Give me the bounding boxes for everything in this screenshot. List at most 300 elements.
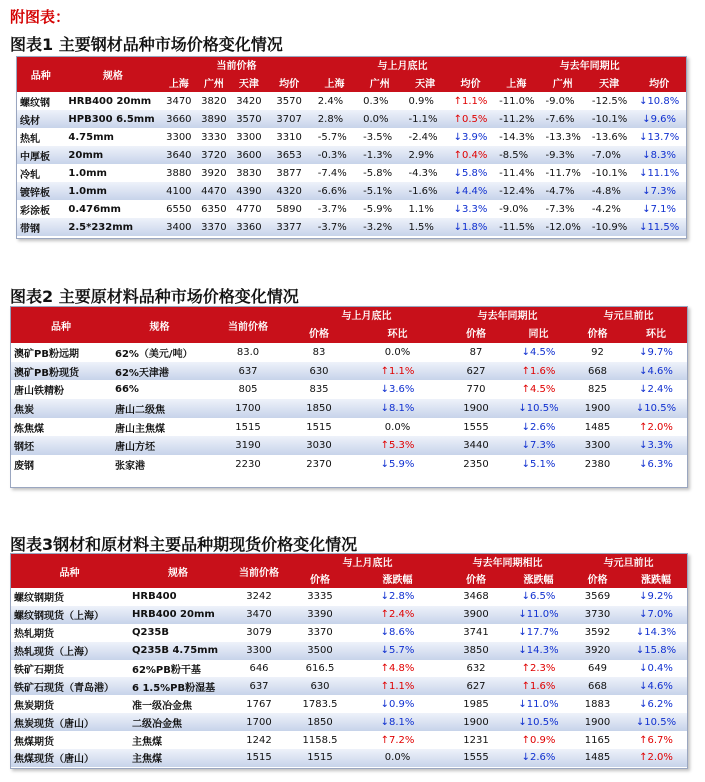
table2-value-cell: 1850 [288,399,350,418]
table1-variety-cell: 螺纹钢 [17,92,64,110]
table2-value-cell: 2370 [288,455,350,474]
table3-value-cell: 1231 [445,731,507,749]
table2-subheader: 价格 [570,322,625,343]
table2-value-cell: 92 [570,343,625,362]
table1-value-cell: -7.3% [540,200,586,218]
table3-value-cell: 1900 [570,713,625,731]
table2-variety-cell: 废钢 [11,455,111,474]
table3-spec-cell: HRB400 [128,588,228,606]
table1-subheader: 均价 [448,72,493,92]
table3-value-cell: 1515 [290,749,350,767]
table3-header-newyear: 与元旦前比 [570,554,687,569]
table1-value-cell: 3570 [266,92,311,110]
table1-spec-cell: 0.476mm [64,200,161,218]
table3-spec-cell: 主焦煤 [128,749,228,767]
table3-subheader: 价格 [445,569,507,588]
table3-header-yoy: 与去年同期相比 [445,554,570,569]
table1-value-cell: ↓11.1% [632,164,686,182]
table2-value-cell: 83.0 [208,343,288,362]
table1-value-cell: -9.0% [493,200,539,218]
table2-header-mom: 与上月底比 [288,307,445,322]
table3-value-cell: 3079 [228,624,290,642]
table3-subheader: 价格 [570,569,625,588]
table2-spec-cell: 张家港 [111,455,208,474]
table2 [11,307,687,474]
table1-value-cell: -12.0% [540,218,586,236]
table1-value-cell: 1.1% [402,200,447,218]
table2-value-cell: 3030 [288,436,350,455]
table1-value-cell: 3310 [266,128,311,146]
table1-value-cell: 2.9% [402,146,447,164]
table1-value-cell: -4.7% [540,182,586,200]
table3-value-cell: ↓4.6% [625,677,687,695]
table3-value-cell: 3300 [228,642,290,660]
table3-spec-cell: 6 1.5%PB粉湿基 [128,677,228,695]
table1-value-cell: 3720 [196,146,231,164]
table2-value-cell: ↓4.5% [507,343,570,362]
table1-value-cell: ↓13.7% [632,128,686,146]
table1-value-cell: 0.0% [357,110,402,128]
table3-row [11,731,687,749]
table1-value-cell: ↓3.3% [448,200,493,218]
table2-value-cell: ↓4.6% [625,362,687,381]
table1-value-cell: -9.3% [540,146,586,164]
table1-row [17,146,686,164]
table3-row [11,749,687,767]
table2-value-cell: 630 [288,362,350,381]
table1-value-cell: -0.3% [312,146,357,164]
table1-variety-cell: 彩涂板 [17,200,64,218]
table1-value-cell: -10.1% [586,110,632,128]
table1-value-cell: ↓4.4% [448,182,493,200]
table1-row [17,182,686,200]
table1-value-cell: 0.3% [357,92,402,110]
table1-subheader: 上海 [161,72,196,92]
table1-value-cell: -5.7% [312,128,357,146]
table2-value-cell: ↑1.1% [350,362,445,381]
table3-value-cell: 3390 [290,606,350,624]
table2-row [11,380,687,399]
table3-subheader: 涨跌幅 [625,569,687,588]
table1-value-cell: -7.4% [312,164,357,182]
table1-value-cell: ↓8.3% [632,146,686,164]
table3-row [11,588,687,606]
table3-value-cell: 3730 [570,606,625,624]
table1-value-cell: 0.9% [402,92,447,110]
table1-value-cell: -10.9% [586,218,632,236]
table2-spec-cell: 唐山主焦煤 [111,418,208,437]
table2-value-cell: 83 [288,343,350,362]
table1-spec-cell: 2.5*232mm [64,218,161,236]
table2-row [11,362,687,381]
table3-header-spec: 规格 [128,554,228,588]
table1-variety-cell: 带钢 [17,218,64,236]
table1-header-current: 当前价格 [161,57,311,72]
table1-header-yoy: 与去年同期比 [493,57,686,72]
table3-value-cell: 627 [445,677,507,695]
table1-spec-cell: 20mm [64,146,161,164]
table2-row [11,418,687,437]
table2-value-cell: 0.0% [350,418,445,437]
table3-header-current: 当前价格 [228,554,290,588]
table3-value-cell: ↓6.2% [625,695,687,713]
table2-subheader: 环比 [625,322,687,343]
table1-subheader: 广州 [196,72,231,92]
table1-value-cell: -13.6% [586,128,632,146]
table1-value-cell: ↓10.8% [632,92,686,110]
table3-value-cell: ↑7.2% [350,731,445,749]
table1-value-cell: 2.4% [312,92,357,110]
table2-value-cell: ↓9.7% [625,343,687,362]
table2-spec-cell: 62%（美元/吨） [111,343,208,362]
table1-value-cell: 3707 [266,110,311,128]
table3-spec-cell: 二级冶金焦 [128,713,228,731]
table3-value-cell: 637 [228,677,290,695]
table2-row [11,436,687,455]
table3-value-cell: ↓14.3% [625,624,687,642]
table1-row [17,164,686,182]
table1-value-cell: -11.4% [493,164,539,182]
table3-header-mom: 与上月底比 [290,554,445,569]
table1-value-cell: ↓1.8% [448,218,493,236]
table3-row [11,695,687,713]
table2-header-current: 当前价格 [208,307,288,343]
table1-value-cell: 3420 [231,92,266,110]
table1-subheader: 上海 [312,72,357,92]
table1-value-cell: -7.6% [540,110,586,128]
table1-spec-cell: 4.75mm [64,128,161,146]
table2-value-cell: 835 [288,380,350,399]
table2-value-cell: ↓8.1% [350,399,445,418]
table2-variety-cell: 炼焦煤 [11,418,111,437]
table1-value-cell: ↑0.4% [448,146,493,164]
table1-value-cell: -13.3% [540,128,586,146]
table3-value-cell: 3569 [570,588,625,606]
table1-row [17,92,686,110]
table1-value-cell: 3570 [231,110,266,128]
table3-value-cell: ↑2.3% [507,660,570,678]
table1-value-cell: -11.5% [493,218,539,236]
table2-value-cell: ↓5.9% [350,455,445,474]
table3-value-cell: ↑4.8% [350,660,445,678]
table2-variety-cell: 焦炭 [11,399,111,418]
table3-row [11,660,687,678]
table2-subheader: 价格 [288,322,350,343]
table3-spec-cell: HRB400 20mm [128,606,228,624]
table1-value-cell: 3330 [196,128,231,146]
table2-value-cell: 668 [570,362,625,381]
table3-value-cell: ↓7.0% [625,606,687,624]
table1-value-cell: -1.3% [357,146,402,164]
table2-value-cell: ↓7.3% [507,436,570,455]
table1-value-cell: ↓9.6% [632,110,686,128]
table3 [11,554,687,767]
table1-value-cell: -11.0% [493,92,539,110]
table3-value-cell: 1900 [445,713,507,731]
table3-value-cell: 3370 [290,624,350,642]
table3-spec-cell: 62%PB粉干基 [128,660,228,678]
table3-value-cell: 1700 [228,713,290,731]
table3-value-cell: 3500 [290,642,350,660]
table3-value-cell: 3741 [445,624,507,642]
table2-header-newyear: 与元旦前比 [570,307,687,322]
table2-header-yoy: 与去年同期比 [445,307,570,322]
table3-value-cell: 3242 [228,588,290,606]
table1-value-cell: -7.0% [586,146,632,164]
table2-value-cell: ↓2.4% [625,380,687,399]
table1-subheader: 天津 [586,72,632,92]
table3-value-cell: 3470 [228,606,290,624]
table1-value-cell: -5.8% [357,164,402,182]
table3-row [11,713,687,731]
table3-value-cell: ↓14.3% [507,642,570,660]
table3-value-cell: ↑0.9% [507,731,570,749]
table1-value-cell: -4.8% [586,182,632,200]
table2-value-cell: 1515 [288,418,350,437]
table3-spec-cell: Q235B [128,624,228,642]
table1-value-cell: 3640 [161,146,196,164]
table3-value-cell: ↓15.8% [625,642,687,660]
table2-value-cell: ↓5.1% [507,455,570,474]
table3-value-cell: ↑2.4% [350,606,445,624]
table3-value-cell: ↓11.0% [507,606,570,624]
table1-value-cell: -9.0% [540,92,586,110]
table2-value-cell: 1700 [208,399,288,418]
table1-row [17,128,686,146]
table2-value-cell: ↓2.6% [507,418,570,437]
table2-header-variety: 品种 [11,307,111,343]
table2-row [11,455,687,474]
table1-variety-cell: 中厚板 [17,146,64,164]
table2-spec-cell: 唐山方坯 [111,436,208,455]
table3-value-cell: ↑1.6% [507,677,570,695]
table1-value-cell: 3300 [161,128,196,146]
table1-value-cell: 3360 [231,218,266,236]
table1-value-cell: 4470 [196,182,231,200]
table3-value-cell: 1242 [228,731,290,749]
table3-variety-cell: 热轧期货 [11,624,128,642]
table1-value-cell: 4770 [231,200,266,218]
table1-value-cell: -8.5% [493,146,539,164]
table2-spec-cell: 62%天津港 [111,362,208,381]
table1-value-cell: 6550 [161,200,196,218]
table3-value-cell: ↓2.6% [507,749,570,767]
table3-value-cell: 1158.5 [290,731,350,749]
table3-value-cell: 1850 [290,713,350,731]
table1-value-cell: ↓5.8% [448,164,493,182]
table1 [17,57,686,236]
table3-value-cell: 1783.5 [290,695,350,713]
table1-value-cell: 3370 [196,218,231,236]
table1-value-cell: 3660 [161,110,196,128]
table3-value-cell: 1485 [570,749,625,767]
table3-row [11,642,687,660]
table2-value-cell: 770 [445,380,507,399]
table3-value-cell: ↓8.6% [350,624,445,642]
table2-spec-cell: 66% [111,380,208,399]
table1-row [17,218,686,236]
table1-subheader: 均价 [266,72,311,92]
table2-value-cell: 627 [445,362,507,381]
table3-variety-cell: 螺纹钢现货（上海） [11,606,128,624]
table3-value-cell: 1883 [570,695,625,713]
table2-value-cell: ↓10.5% [625,399,687,418]
table3-value-cell: 1165 [570,731,625,749]
table3-value-cell: 3850 [445,642,507,660]
table3-variety-cell: 热轧现货（上海） [11,642,128,660]
table2-value-cell: ↓3.6% [350,380,445,399]
table3-value-cell: 616.5 [290,660,350,678]
table1-value-cell: -3.2% [357,218,402,236]
table3-variety-cell: 焦煤期货 [11,731,128,749]
table1-row [17,200,686,218]
table1-variety-cell: 冷轧 [17,164,64,182]
table2-subheader: 价格 [445,322,507,343]
table3-value-cell: ↓2.8% [350,588,445,606]
table1-header-mom: 与上月底比 [312,57,493,72]
page-heading: 附图表： [10,8,71,26]
table1-value-cell: 3653 [266,146,311,164]
table2-value-cell: 1485 [570,418,625,437]
table1-spec-cell: HPB300 6.5mm [64,110,161,128]
table1-spec-cell: HRB400 20mm [64,92,161,110]
table1-value-cell: 1.5% [402,218,447,236]
table2-value-cell: ↓10.5% [507,399,570,418]
table1-value-cell: 3830 [231,164,266,182]
table1-value-cell: -5.9% [357,200,402,218]
table1-value-cell: 6350 [196,200,231,218]
table2-value-cell: 1555 [445,418,507,437]
table1-subheader: 天津 [231,72,266,92]
table2-value-cell: ↑1.6% [507,362,570,381]
table1-value-cell: -11.2% [493,110,539,128]
table3-value-cell: 3592 [570,624,625,642]
table1-value-cell: ↓11.5% [632,218,686,236]
table3-spec-cell: 准一级冶金焦 [128,695,228,713]
table1-value-cell: 3300 [231,128,266,146]
table3-subheader: 价格 [290,569,350,588]
table2-value-cell: 1900 [570,399,625,418]
table3-value-cell: 0.0% [350,749,445,767]
table3-variety-cell: 焦炭期货 [11,695,128,713]
table2-value-cell: 2230 [208,455,288,474]
table3-subheader: 涨跌幅 [507,569,570,588]
table2-value-cell: 0.0% [350,343,445,362]
table2-value-cell: 3300 [570,436,625,455]
table3-value-cell: ↓11.0% [507,695,570,713]
table3-row [11,606,687,624]
table3-value-cell: 1767 [228,695,290,713]
table1-value-cell: -5.1% [357,182,402,200]
table3-value-cell: 646 [228,660,290,678]
table3-value-cell: ↓8.1% [350,713,445,731]
table3-value-cell: ↓10.5% [625,713,687,731]
table1-variety-cell: 热轧 [17,128,64,146]
table2-value-cell: 3440 [445,436,507,455]
table3-value-cell: ↑1.1% [350,677,445,695]
table1-value-cell: 3880 [161,164,196,182]
table2-value-cell: 2380 [570,455,625,474]
table2-variety-cell: 唐山铁精粉 [11,380,111,399]
table3-value-cell: ↓0.4% [625,660,687,678]
table1-value-cell: 3400 [161,218,196,236]
table1-header-spec: 规格 [64,57,161,92]
table3-value-cell: 632 [445,660,507,678]
table3-value-cell: ↑2.0% [625,749,687,767]
table3-subheader: 涨跌幅 [350,569,445,588]
table3-value-cell: ↓9.2% [625,588,687,606]
table1-value-cell: 5890 [266,200,311,218]
table2-variety-cell: 澳矿PB粉远期 [11,343,111,362]
table1-value-cell: 3920 [196,164,231,182]
table3-value-cell: 3468 [445,588,507,606]
table3-value-cell: 1985 [445,695,507,713]
table3-value-cell: ↑6.7% [625,731,687,749]
table1-title: 图表1 主要钢材品种市场价格变化情况 [10,35,283,54]
table3-variety-cell: 焦煤现货（唐山） [11,749,128,767]
table1-value-cell: -4.3% [402,164,447,182]
table1-variety-cell: 镀锌板 [17,182,64,200]
table1-variety-cell: 线材 [17,110,64,128]
table1-value-cell: -12.4% [493,182,539,200]
table1-value-cell: 3877 [266,164,311,182]
table3-variety-cell: 螺纹钢期货 [11,588,128,606]
table2-title: 图表2 主要原材料品种市场价格变化情况 [10,287,299,306]
table1-value-cell: ↑1.1% [448,92,493,110]
table3-value-cell: 630 [290,677,350,695]
table1-value-cell: ↓7.1% [632,200,686,218]
table3-value-cell: 3920 [570,642,625,660]
table2-value-cell: ↓3.3% [625,436,687,455]
table2-value-cell: 1515 [208,418,288,437]
table1-subheader: 广州 [540,72,586,92]
table3-value-cell: 1515 [228,749,290,767]
table1-subheader: 天津 [402,72,447,92]
table3-title: 图表3钢材和原材料主要品种期现货价格变化情况 [10,535,358,554]
table2-row [11,399,687,418]
table3-value-cell: 1555 [445,749,507,767]
table1-value-cell: -3.5% [357,128,402,146]
table1-spec-cell: 1.0mm [64,164,161,182]
table1-value-cell: 4390 [231,182,266,200]
table3-spec-cell: Q235B 4.75mm [128,642,228,660]
table1-value-cell: ↓7.3% [632,182,686,200]
table2-value-cell: 87 [445,343,507,362]
table3-row [11,677,687,695]
table1-value-cell: -1.1% [402,110,447,128]
table3-value-cell: 3335 [290,588,350,606]
table2-value-cell: 637 [208,362,288,381]
table3-value-cell: ↓6.5% [507,588,570,606]
table1-value-cell: -12.5% [586,92,632,110]
table3-value-cell: ↓5.7% [350,642,445,660]
table2-value-cell: 3190 [208,436,288,455]
table1-value-cell: 3377 [266,218,311,236]
table1-value-cell: -4.2% [586,200,632,218]
table3-value-cell: 3900 [445,606,507,624]
table1-value-cell: -3.7% [312,218,357,236]
table1-header-variety: 品种 [17,57,64,92]
table2-spec-cell: 唐山二级焦 [111,399,208,418]
table1-value-cell: -14.3% [493,128,539,146]
table1-value-cell: -11.7% [540,164,586,182]
table3-value-cell: 668 [570,677,625,695]
table1-value-cell: -2.4% [402,128,447,146]
table2-subheader: 同比 [507,322,570,343]
table1-value-cell: 3600 [231,146,266,164]
table2-value-cell: 2350 [445,455,507,474]
table2-value-cell: ↑4.5% [507,380,570,399]
